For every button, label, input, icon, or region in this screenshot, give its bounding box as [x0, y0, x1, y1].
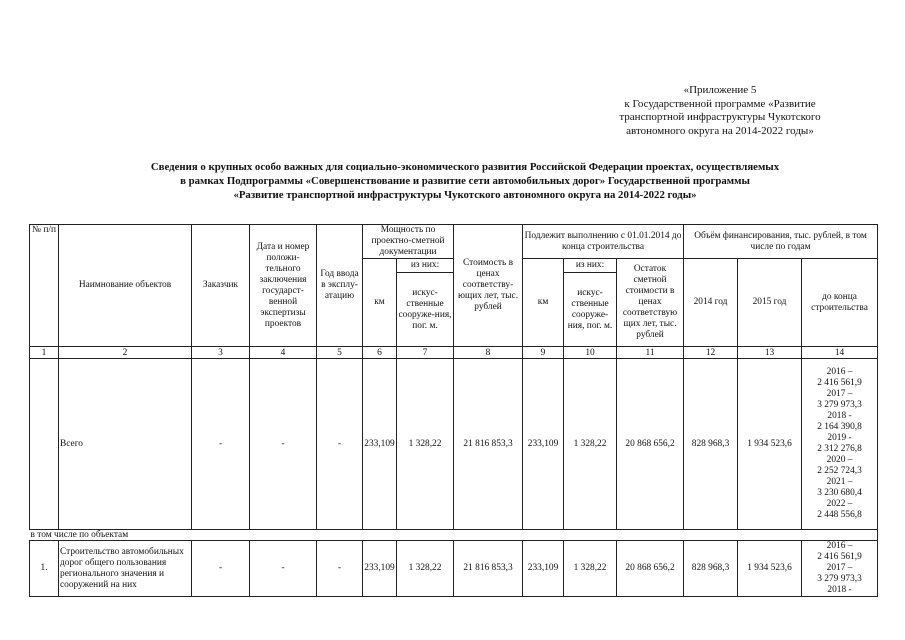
column-number: 5	[317, 347, 363, 359]
title-line: в рамках Подпрограммы «Совершенствование и развитие сети автомобильных дорог» Государственной программы	[180, 175, 750, 187]
header-remaining-cost: Остаток сметной стоимости в ценах соответствую щих лет, тыс. рублей	[617, 259, 684, 347]
total-cost: 21 816 853,3	[454, 359, 523, 530]
header-capacity-structures: искус-ственные сооруже-ния, пог. м.	[397, 273, 454, 347]
column-number: 6	[363, 347, 397, 359]
total-remaining-structures: 1 328,22	[564, 359, 617, 530]
header-expertise: Дата и номер положи-тельного заключения государст-венной экспертизы проектов	[250, 225, 317, 347]
total-2014: 828 968,3	[684, 359, 738, 530]
until-end-line: 2019 -	[827, 433, 852, 443]
column-number: 4	[250, 347, 317, 359]
until-end-line: 3 279 973,3	[817, 400, 862, 410]
appendix-line: транспортной инфраструктуры Чукотского	[619, 111, 821, 123]
row-customer: -	[192, 541, 250, 597]
until-end-line: 2 448 556,8	[817, 510, 862, 520]
appendix-line: автономного округа на 2014-2022 годы»	[626, 124, 814, 137]
header-num: № п/п	[30, 225, 59, 347]
header-2015: 2015 год	[738, 259, 802, 347]
section-label: в том числе по объектам	[30, 530, 878, 541]
column-number: 7	[397, 347, 454, 359]
total-2015: 1 934 523,6	[738, 359, 802, 530]
header-remaining: Подлежит выполнению с 01.01.2014 до конца строительства	[523, 225, 684, 259]
table-row	[30, 541, 878, 597]
column-number: 3	[192, 347, 250, 359]
document-title	[40, 160, 890, 202]
title-line: Сведения о крупных особо важных для социально-экономического развития Российской Федерации проектах, осуществляемых	[150, 161, 780, 173]
until-end-line: 2017 –	[826, 563, 853, 573]
row-remaining-cost: 20 868 656,2	[617, 541, 684, 597]
total-row	[30, 359, 878, 530]
header-until-end: до конца строительства	[802, 259, 878, 347]
column-number: 13	[738, 347, 802, 359]
header-year: Год ввода в эксплу-атацию	[317, 225, 363, 347]
total-expertise: -	[250, 359, 317, 530]
column-number: 14	[802, 347, 878, 359]
total-until-end	[802, 359, 878, 530]
until-end-line: 2017 –	[826, 389, 853, 399]
title-line: «Развитие транспортной инфраструктуры Чукотского автономного округа на 2014-2022 годы»	[233, 189, 697, 201]
row-2015: 1 934 523,6	[738, 541, 802, 597]
row-expertise: -	[250, 541, 317, 597]
row-num: 1.	[30, 541, 59, 597]
row-remaining-structures: 1 328,22	[564, 541, 617, 597]
appendix-line: к Государственной программе «Развитие	[624, 97, 816, 110]
total-customer: -	[192, 359, 250, 530]
until-end-line: 2 416 561,9	[817, 552, 862, 562]
row-remaining-km: 233,109	[523, 541, 564, 597]
until-end-line: 2020 –	[826, 455, 853, 465]
total-km: 233,109	[363, 359, 397, 530]
column-number: 9	[523, 347, 564, 359]
until-end-line: 2018 -	[827, 585, 852, 595]
until-end-line: 3 279 973,3	[817, 574, 862, 584]
header-name: Наимнование объектов	[59, 225, 192, 347]
row-2014: 828 968,3	[684, 541, 738, 597]
header-capacity-km: км	[363, 259, 397, 347]
column-number: 11	[617, 347, 684, 359]
until-end-line: 2018 -	[827, 411, 852, 421]
row-year: -	[317, 541, 363, 597]
total-num	[30, 359, 59, 530]
header-remaining-structures: искус-ственные сооруже-ния, пог. м.	[564, 273, 617, 347]
appendix-note	[560, 84, 880, 138]
total-remaining-cost: 20 868 656,2	[617, 359, 684, 530]
until-end-line: 2016 –	[826, 367, 853, 377]
header-remaining-of-which: из них:	[564, 259, 617, 273]
header-financing: Объём финансирования, тыс. рублей, в том числе по годам	[684, 225, 878, 259]
until-end-line: 2 252 724,3	[817, 466, 862, 476]
header-capacity: Мощность по проектно-сметной документации	[363, 225, 454, 259]
header-2014: 2014 год	[684, 259, 738, 347]
row-structures: 1 328,22	[397, 541, 454, 597]
header-remaining-km: км	[523, 259, 564, 347]
total-name: Всего	[59, 359, 192, 530]
row-cost: 21 816 853,3	[454, 541, 523, 597]
column-number: 1	[30, 347, 59, 359]
appendix-line: «Приложение 5	[683, 84, 757, 96]
header-cost: Стоимость в ценах соответству-ющих лет, тыс. рублей	[454, 225, 523, 347]
row-km: 233,109	[363, 541, 397, 597]
column-number: 8	[454, 347, 523, 359]
total-remaining-km: 233,109	[523, 359, 564, 530]
until-end-line: 2021 –	[826, 477, 853, 487]
row-name: Строительство автомобильных дорог общего пользования регионального значения и сооружений на них	[59, 541, 192, 597]
until-end-line: 2 312 276,8	[817, 444, 862, 454]
until-end-line: 2022 –	[826, 499, 853, 509]
total-structures: 1 328,22	[397, 359, 454, 530]
projects-table	[29, 224, 878, 597]
column-number: 12	[684, 347, 738, 359]
until-end-line: 2016 –	[826, 541, 853, 551]
total-year: -	[317, 359, 363, 530]
header-customer: Заказчик	[192, 225, 250, 347]
column-number: 2	[59, 347, 192, 359]
column-number: 10	[564, 347, 617, 359]
row-until-end	[802, 541, 878, 597]
until-end-line: 2 164 390,8	[817, 422, 862, 432]
until-end-line: 2 416 561,9	[817, 378, 862, 388]
header-capacity-of-which: из них:	[397, 259, 454, 273]
until-end-line: 3 230 680,4	[817, 488, 862, 498]
